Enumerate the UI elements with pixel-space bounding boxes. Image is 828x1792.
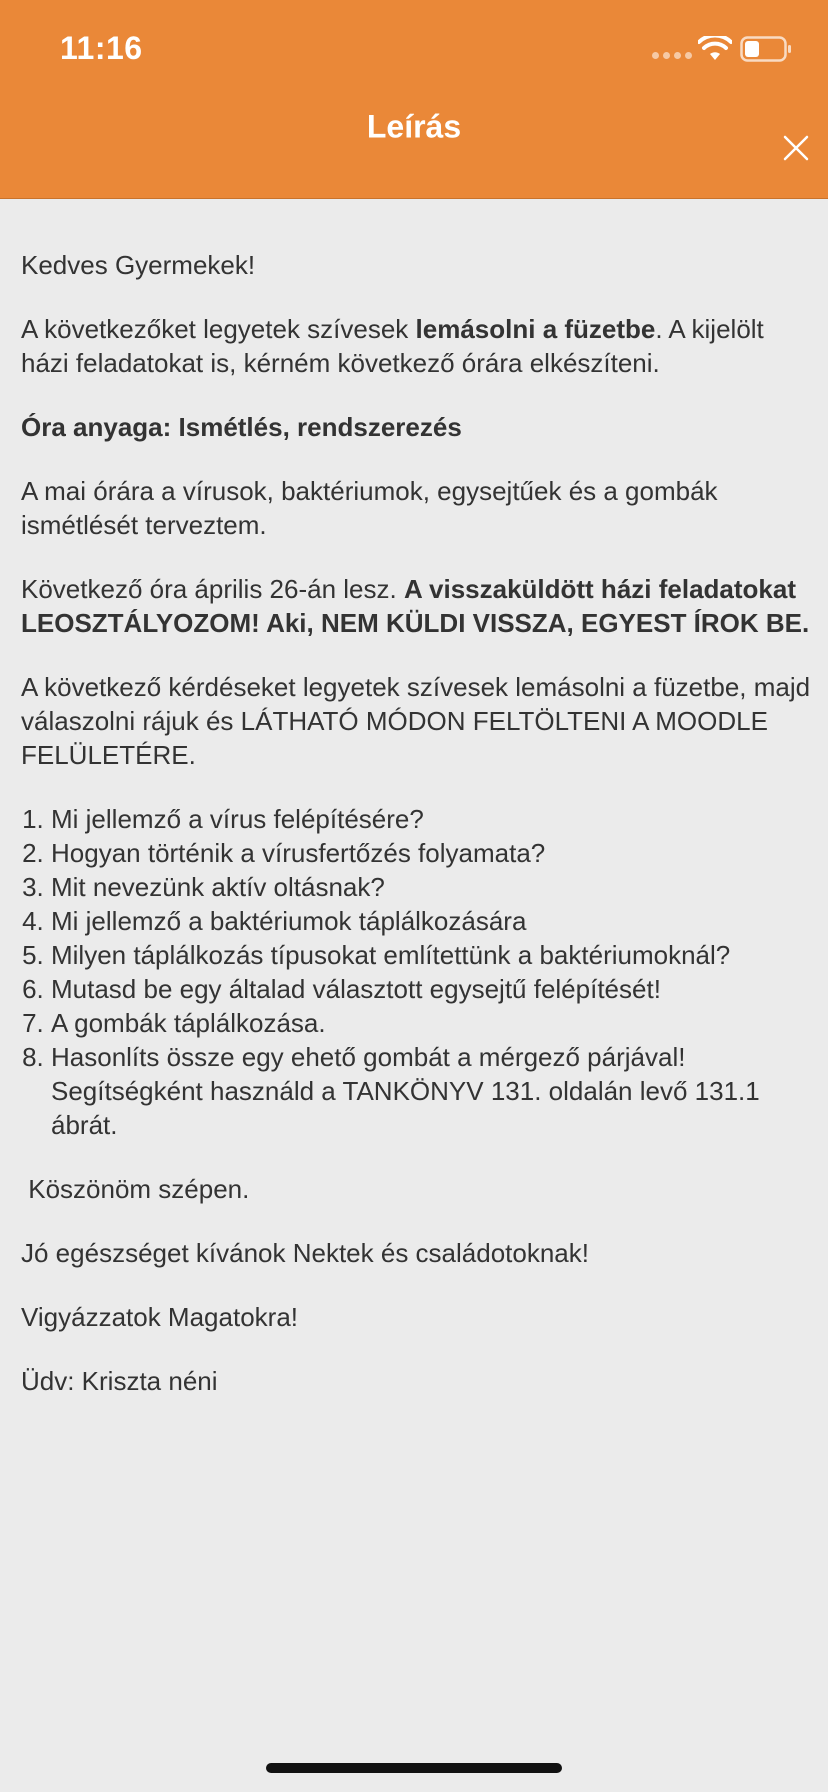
question-item: 8. Hasonlíts össze egy ehető gombát a mérgező párjával! Segítségként használd a TANKÖNYV 131. oldalán levő 131.1 ábrát. xyxy=(51,1040,811,1142)
question-item: 4. Mi jellemző a baktériumok táplálkozására xyxy=(51,904,811,938)
greeting-text: Kedves Gyermekek! xyxy=(21,250,256,280)
instruction-text-end: . A kijelölt házi feladatokat is, kérném következő órára elkészíteni. xyxy=(21,314,764,378)
question-item: 3. Mit nevezünk aktív oltásnak? xyxy=(51,870,811,904)
next-lesson-text: Következő óra április 26-án lesz. xyxy=(21,574,404,604)
lesson-heading-text: Óra anyaga: Ismétlés, rendszerezés xyxy=(21,412,462,442)
status-time: 11:16 xyxy=(60,30,143,66)
question-item: 1. Mi jellemző a vírus felépítésére? xyxy=(51,802,811,836)
instruction-paragraph xyxy=(21,312,811,380)
description-content xyxy=(21,248,811,1428)
question-item: 7. A gombák táplálkozása. xyxy=(51,1006,811,1040)
close-icon[interactable] xyxy=(782,134,810,162)
instruction-bold-text: lemásolni a füzetbe xyxy=(415,314,656,344)
app-header xyxy=(0,0,828,199)
question-list xyxy=(0,802,811,1142)
signal-icon xyxy=(652,52,692,59)
lesson-heading xyxy=(21,410,811,444)
grading-warning: A visszaküldött házi feladatokat LEOSZTÁLYOZOM! Aki, NEM KÜLDI VISSZA, EGYEST ÍROK BE. xyxy=(21,574,810,638)
question-item: 2. Hogyan történik a vírusfertőzés folyamata? xyxy=(51,836,811,870)
thanks-text: Köszönöm szépen. xyxy=(21,1174,250,1204)
care-text: Vigyázzatok Magatokra! xyxy=(21,1302,298,1332)
page-title: Leírás xyxy=(366,108,462,145)
upload-instruction: A következő kérdéseket legyetek szívesek lemásolni a füzetbe, majd válaszolni rájuk és LÁTHATÓ MÓDON FELTÖLTENI A MOODLE FELÜLETÉRE. xyxy=(21,672,811,770)
next-lesson-paragraph xyxy=(21,572,811,640)
lesson-description: A mai órára a vírusok, baktériumok, egysejtűek és a gombák ismétlését terveztem. xyxy=(21,476,718,540)
wish-text: Jó egészséget kívánok Nektek és családotoknak! xyxy=(21,1238,589,1268)
instruction-text: A következőket legyetek szívesek xyxy=(21,314,416,344)
question-item: 6. Mutasd be egy általad választott egysejtű felépítését! xyxy=(51,972,811,1006)
battery-icon xyxy=(740,36,792,62)
wifi-icon xyxy=(698,36,732,62)
question-item: 5. Milyen táplálkozás típusokat említettünk a baktériumoknál? xyxy=(51,938,811,972)
signature-text: Üdv: Kriszta néni xyxy=(21,1366,218,1396)
home-indicator[interactable] xyxy=(266,1763,562,1773)
